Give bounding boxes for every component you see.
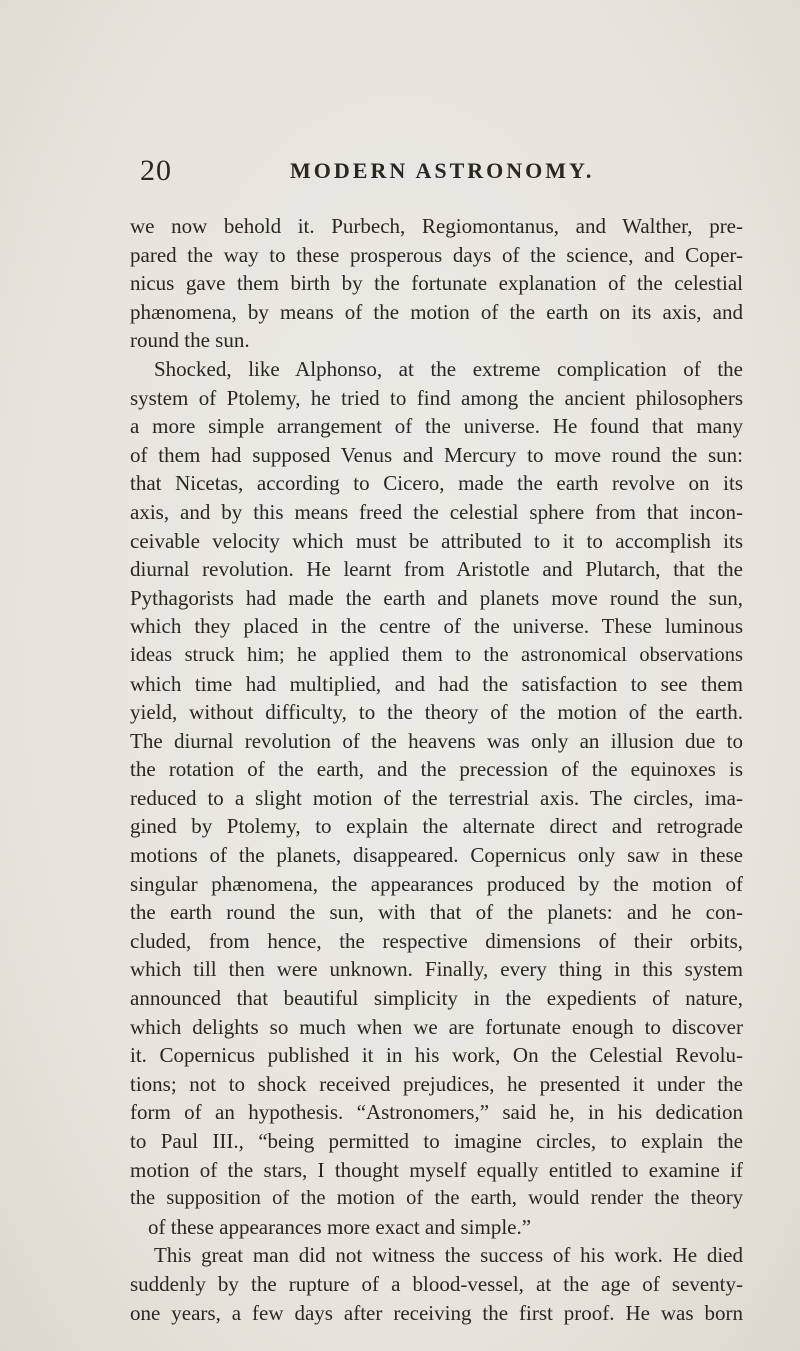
text-line: system of Ptolemy, he tried to find among the ancient philosophers	[130, 385, 743, 410]
text-line: motions of the planets, disappeared. Copernicus only saw in these	[130, 843, 743, 868]
text-line: ceivable velocity which must be attributed to it to accomplish its	[130, 528, 743, 553]
text-line: phænomena, by means of the motion of the earth on its axis, and	[130, 299, 743, 324]
text-line: the rotation of the earth, and the precession of the equinoxes is	[130, 757, 743, 782]
text-line: reduced to a slight motion of the terrestrial axis. The circles, ima-	[130, 785, 743, 810]
text-line: diurnal revolution. He learnt from Aristotle and Plutarch, that the	[130, 557, 743, 582]
page-header	[140, 150, 740, 190]
text-line: motion of the stars, I thought myself equally entitled to examine if	[130, 1157, 743, 1182]
body-text	[130, 212, 743, 1327]
page-number: 20	[140, 154, 172, 187]
text-line: which till then were unknown. Finally, every thing in this system	[130, 957, 743, 982]
text-line: we now behold it. Purbech, Regiomontanus, and Walther, pre-	[130, 214, 743, 238]
text-line: the supposition of the motion of the earth, would render the theory	[130, 1187, 743, 1210]
text-line: pared the way to these prosperous days of the science, and Coper-	[130, 242, 743, 267]
text-line: to Paul III., “being permitted to imagine circles, to explain the	[130, 1129, 743, 1153]
text-line: which time had multiplied, and had the satisfaction to see them	[130, 671, 743, 696]
text-line: one years, a few days after receiving the first proof. He was born	[130, 1300, 743, 1325]
text-line: which delights so much when we are fortunate enough to discover	[130, 1014, 743, 1039]
text-line: announced that beautiful simplicity in the expedients of nature,	[130, 986, 743, 1011]
text-line: The diurnal revolution of the heavens was only an illusion due to	[130, 728, 743, 753]
text-line: round the sun.	[130, 328, 250, 353]
text-line: suddenly by the rupture of a blood-vessel, at the age of seventy-	[130, 1271, 743, 1296]
text-line: the earth round the sun, with that of the planets: and he con-	[130, 900, 743, 925]
running-title: MODERN ASTRONOMY.	[290, 158, 595, 183]
text-line: which they placed in the centre of the universe. These luminous	[130, 614, 743, 639]
text-line: singular phænomena, the appearances produced by the motion of	[130, 871, 743, 896]
text-line: yield, without difficulty, to the theory of the motion of the earth.	[130, 700, 743, 725]
text-line: a more simple arrangement of the universe. He found that many	[130, 414, 743, 439]
text-line: cluded, from hence, the respective dimensions of their orbits,	[130, 928, 743, 953]
text-line: tions; not to shock received prejudices, he presented it under the	[130, 1071, 743, 1096]
text-line: nicus gave them birth by the fortunate explanation of the celestial	[130, 271, 743, 296]
text-line: Shocked, like Alphonso, at the extreme complication of the	[154, 356, 743, 381]
text-line: it. Copernicus published it in his work, On the Celestial Revolu-	[130, 1043, 743, 1068]
text-line: ideas struck him; he applied them to the astronomical observations	[130, 643, 743, 666]
text-line: gined by Ptolemy, to explain the alternate direct and retrograde	[130, 814, 743, 839]
text-line: form of an hypothesis. “Astronomers,” said he, in his dedication	[130, 1100, 743, 1125]
text-line: This great man did not witness the success of his work. He died	[154, 1243, 743, 1268]
text-line: that Nicetas, according to Cicero, made the earth revolve on its	[130, 471, 743, 496]
text-line: of them had supposed Venus and Mercury to move round the sun:	[130, 442, 743, 467]
text-line: Pythagorists had made the earth and planets move round the sun,	[130, 585, 743, 610]
text-line: of these appearances more exact and simple.”	[148, 1214, 532, 1239]
text-line: axis, and by this means freed the celestial sphere from that incon-	[130, 499, 743, 524]
